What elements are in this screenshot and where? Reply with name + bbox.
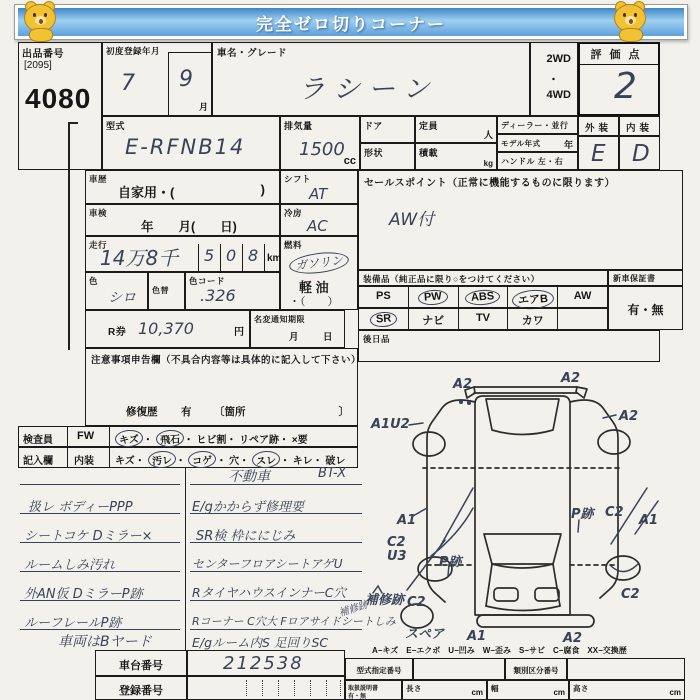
fw-items: キズ ・ 飛石 ・ ヒビ割・ リペア跡・ ×要 (115, 430, 308, 447)
form-edge-line (68, 122, 70, 350)
repair-history-value: 有 (181, 406, 192, 418)
color-code-cell (185, 272, 280, 310)
label-left-c2: C2 (387, 535, 406, 550)
car-name-cell (212, 42, 530, 116)
mileage-digit-1: 5 (204, 246, 215, 265)
interior-item-dirt-circled: 汚レ (147, 450, 176, 469)
note-right-title2: BT-X (318, 466, 347, 481)
drive-type-cell (530, 42, 578, 116)
steering-label: ハンドル 左・右 (501, 157, 564, 166)
equipment-item-sr-circled: SR (369, 311, 397, 328)
interior-grade-cell (619, 136, 660, 170)
door-cell (360, 116, 415, 143)
banner-title: 完全ゼロ切りコーナー (256, 15, 446, 34)
lot-number-label: 出品番号 (22, 49, 64, 60)
score-value: 2 (614, 66, 637, 107)
warranty-label: 新車保証書 (613, 274, 656, 283)
car-history-value: 自家用・( (118, 185, 175, 200)
equipment-item-pw-circled: PW (418, 289, 449, 306)
shape-label: 形状 (364, 148, 384, 158)
lot-code: [2095] (24, 60, 52, 71)
shape-cell (360, 143, 415, 170)
note-left-footer: 車両はBヤード (58, 634, 152, 650)
drive-2wd: 2WD (546, 53, 571, 65)
manual-value: 有・無 (348, 694, 367, 700)
first-registration-month-cell (168, 52, 212, 116)
color-change-label: 色替 (152, 286, 169, 295)
warranty-value-cell (608, 286, 683, 330)
later-items-cell (358, 330, 660, 362)
class-no-label-cell (505, 658, 567, 680)
label-left-mid: A1 (397, 513, 417, 528)
repair-history-label: 修復歴 (126, 406, 158, 418)
model-code-value: E-RFNB14 (125, 135, 246, 159)
note-right-4: RタイヤハウスインナーC穴 (192, 585, 347, 600)
fuel-paren: ・（ ） (289, 296, 339, 308)
chassis-number-value: 212538 (223, 653, 304, 674)
capacity-cell (415, 116, 497, 143)
name-change-month: 月 (289, 332, 299, 343)
note-left-2: シートコケ Dミラー× (24, 529, 153, 544)
car-history-close: ) (260, 182, 265, 197)
month-suffix: 月 (198, 102, 208, 112)
interior-item-burn-circled: コゲ (188, 450, 217, 469)
equipment-item-abs-circled: ABS (465, 289, 501, 306)
fw-item-replace: ×要 (291, 435, 308, 446)
teddy-bear-icon-right (612, 1, 648, 41)
exterior-grade-cell (578, 136, 619, 170)
color-cell (85, 272, 148, 310)
model-year-suffix: 年 (563, 140, 573, 150)
name-change-day: 日 (323, 332, 333, 343)
name-change-cell (250, 310, 345, 348)
color-value: シロ (108, 290, 136, 306)
load-cell (415, 143, 497, 170)
capacity-label: 定員 (419, 121, 439, 131)
shift-cell (280, 170, 358, 204)
repair-history-close: 〕 (338, 406, 349, 418)
interior-item-scratch: キズ (115, 456, 135, 467)
score-cell (578, 42, 660, 116)
aircon-value: AC (307, 217, 328, 235)
model-code-cell (102, 116, 280, 170)
interior-item-cut: キレ (292, 456, 313, 467)
car-history-cell (85, 170, 280, 204)
fuel-diesel: 軽 油 (299, 280, 329, 295)
yen-label: 円 (234, 327, 244, 338)
label-left-p: P跡 (439, 555, 462, 570)
class-no-value-cell (567, 658, 685, 680)
label-right-a1: A1 (639, 513, 659, 528)
type-no-label-cell (345, 658, 413, 680)
equipment-item-tv: TV (459, 309, 509, 329)
length-cell (402, 680, 487, 700)
interior-header-cell (619, 116, 660, 136)
top-banner (14, 4, 688, 40)
label-bottom-right: A2 (563, 631, 583, 646)
color-code-label: 色コード (189, 276, 226, 286)
inspector-label-2: 記入欄 (23, 456, 53, 467)
note-left-5: ルーフレールP跡 (24, 616, 122, 631)
car-name-label: 車名・グレード (217, 48, 288, 59)
note-left-4: 外AN仮 DミラーP跡 (24, 587, 143, 602)
shift-value: AT (309, 185, 328, 203)
color-change-cell (148, 272, 185, 310)
equipment-item-navi: ナビ (409, 309, 459, 329)
aircon-cell (280, 204, 358, 236)
equipment-item-airbag-circled: エアB (511, 289, 554, 311)
teddy-bear-icon-left (22, 1, 58, 41)
note-right-3: センターフロアシートアゲU (192, 557, 343, 571)
lot-number-value: 4080 (25, 83, 92, 114)
interior-item-wear-circled: スレ (251, 450, 280, 469)
note-right-1: E/gかからず修理要 (192, 500, 304, 515)
inspector-row-interior (18, 447, 358, 468)
label-roof-left: A2 (453, 377, 473, 392)
inspector-label-1: 検査員 (23, 435, 53, 446)
exterior-header-cell (578, 116, 619, 136)
color-code-value: .326 (200, 286, 236, 305)
length-label: 長さ (406, 684, 422, 693)
interior-grade-value: D (632, 141, 650, 167)
recycle-ticket-label: R券 (108, 327, 127, 338)
label-left-top: A1U2 (371, 417, 410, 432)
height-unit: cm (669, 688, 681, 697)
chassis-value-cell (187, 650, 345, 676)
length-unit: cm (471, 688, 483, 697)
equipment-row-1 (358, 286, 608, 308)
height-label: 高さ (573, 684, 589, 693)
inspection-label: 車検 (89, 208, 108, 218)
name-change-label: 名変通知期限 (254, 315, 305, 324)
width-cell (487, 680, 569, 700)
label-spare: スペア (405, 627, 445, 642)
warranty-header-cell (608, 270, 683, 286)
first-registration-month: 9 (179, 67, 193, 92)
equipment-item-blank (558, 309, 607, 329)
label-right-p: P跡 (571, 507, 594, 522)
fw-label: FW (77, 430, 95, 442)
fuel-cell (280, 236, 358, 310)
manual-label: 取扱説明書 (348, 686, 379, 692)
load-label: 積載 (419, 148, 439, 158)
registration-label-cell (95, 676, 187, 700)
aircon-label: 冷房 (284, 208, 303, 218)
car-name-value: ラシーン (298, 74, 438, 105)
fw-item-stone-chip-circled: 飛石 (155, 429, 184, 448)
inspection-value: 年 月( 日) (141, 220, 237, 234)
fw-item-scratch-circled: キズ (114, 429, 143, 448)
equipment-item-aw: AW (573, 290, 592, 302)
label-right-top: A2 (619, 409, 639, 424)
mileage-digit-2: 0 (226, 246, 237, 265)
door-label: ドア (364, 121, 383, 131)
fuel-gasoline-circled: ガソリン (288, 249, 350, 276)
car-history-label: 車歴 (89, 174, 108, 184)
mileage-unit: km (267, 253, 282, 264)
label-roof-right: A2 (561, 371, 581, 386)
recycle-ticket-value: 10,370 (138, 319, 194, 338)
interior-items: キズ・ 汚レ ・ コゲ ・ 穴・ スレ ・ キレ・ 破レ (115, 451, 345, 468)
first-registration-label: 初度登録年月 (106, 46, 161, 56)
sales-point-cell (358, 170, 683, 270)
note-right-title: 不動車 (228, 469, 270, 485)
note-left-3: ルームしみ汚れ (24, 558, 116, 573)
car-damage-diagram (365, 368, 700, 646)
lot-number-cell (18, 42, 102, 170)
height-cell (569, 680, 685, 700)
type-no-label: 型式指定番号 (356, 666, 402, 675)
first-registration-year: 7 (121, 71, 135, 96)
capacity-unit: 人 (483, 130, 493, 140)
displacement-unit: cc (343, 155, 356, 167)
mileage-main: 14万8千 (100, 246, 179, 270)
type-no-value-cell (413, 658, 505, 680)
registration-value-cell (187, 676, 345, 700)
model-code-label: 型式 (106, 121, 126, 131)
registration-number-label: 登録番号 (119, 685, 163, 697)
mileage-digit-3: 8 (248, 246, 259, 265)
note-right-2: SR検 枠ににじみ (196, 529, 296, 544)
notes-divider (185, 468, 186, 650)
load-unit: kg (483, 159, 493, 168)
fw-item-repair-mark: リペア跡 (239, 435, 279, 446)
inspector-row-fw (18, 426, 358, 447)
damage-legend: A−キズ E−エクボ U−凹み W−歪み S−サビ C−腐食 XX−交換歴 (372, 646, 627, 655)
later-items-label: 後日品 (363, 334, 391, 344)
mileage-label: 走行 (89, 240, 108, 250)
label-bottom-left: A1 (467, 629, 487, 644)
fw-item-crack: ヒビ割 (196, 435, 227, 446)
diagram-labels (365, 371, 658, 646)
chassis-label-cell (95, 650, 187, 676)
score-label: 評価点 (580, 46, 658, 65)
model-year-label: モデル年式 (501, 139, 541, 148)
interior-label: 内装 (625, 123, 653, 134)
sales-point-label: セールスポイント（正常に機能するものに限ります） (364, 178, 616, 189)
exterior-grade-value: E (591, 141, 606, 167)
drive-4wd: 4WD (546, 89, 571, 101)
sales-point-value: AW付 (389, 210, 435, 230)
notice-cell (85, 348, 362, 426)
repair-history-bracket: 〔箇所 (214, 406, 246, 418)
mileage-cell (85, 236, 280, 272)
model-year-cell (497, 134, 578, 152)
fuel-label: 燃料 (284, 240, 303, 250)
recycle-ticket-cell (85, 310, 250, 348)
equipment-label: 装備品（純正品に限り○をつけてください） (363, 274, 540, 284)
dealer-parallel-cell (497, 116, 578, 134)
label-left-u3: U3 (387, 549, 407, 564)
interior-row-label: 内装 (74, 456, 94, 467)
interior-item-tear: 破レ (325, 456, 346, 467)
note-left-1: 扱レ ボディーPPP (28, 500, 133, 515)
note-right-5: Rコーナー C穴大 Fロアサイドシートしみ (192, 615, 396, 628)
equipment-item-ps: PS (359, 287, 409, 307)
manual-cell (345, 680, 402, 700)
displacement-value: 1500 (299, 139, 345, 160)
label-repair-note: 補修跡 (365, 593, 405, 608)
label-lower-right-c2: C2 (621, 587, 640, 602)
drive-dot: ・ (548, 74, 559, 86)
width-label: 幅 (491, 684, 499, 693)
equipment-row-2 (358, 308, 608, 330)
label-right-c2: C2 (605, 505, 624, 520)
inspection-cell (85, 204, 280, 236)
dealer-parallel-label: ディーラー・並行 (501, 121, 569, 130)
equipment-header-cell (358, 270, 608, 286)
exterior-label: 外装 (584, 123, 612, 134)
equipment-item-leather: カワ (508, 309, 558, 329)
class-no-label: 類別区分番号 (513, 666, 559, 675)
warranty-value: 有・無 (627, 303, 664, 317)
steering-cell (497, 152, 578, 170)
width-unit: cm (553, 688, 565, 697)
shift-label: シフト (284, 174, 312, 184)
note-annotation-repair: 補修跡 (337, 599, 370, 620)
interior-item-hole: 穴 (229, 456, 240, 467)
color-label: 色 (89, 276, 99, 286)
chassis-number-label: 車台番号 (119, 660, 163, 672)
displacement-cell (280, 116, 360, 170)
label-repair-c2: C2 (407, 595, 426, 610)
note-right-6: E/gルーム内S 足回りSC (192, 635, 329, 650)
displacement-label: 排気量 (284, 121, 313, 131)
notice-label: 注意事項申告欄（不具合内容等は具体的に記入して下さい） (91, 355, 362, 366)
